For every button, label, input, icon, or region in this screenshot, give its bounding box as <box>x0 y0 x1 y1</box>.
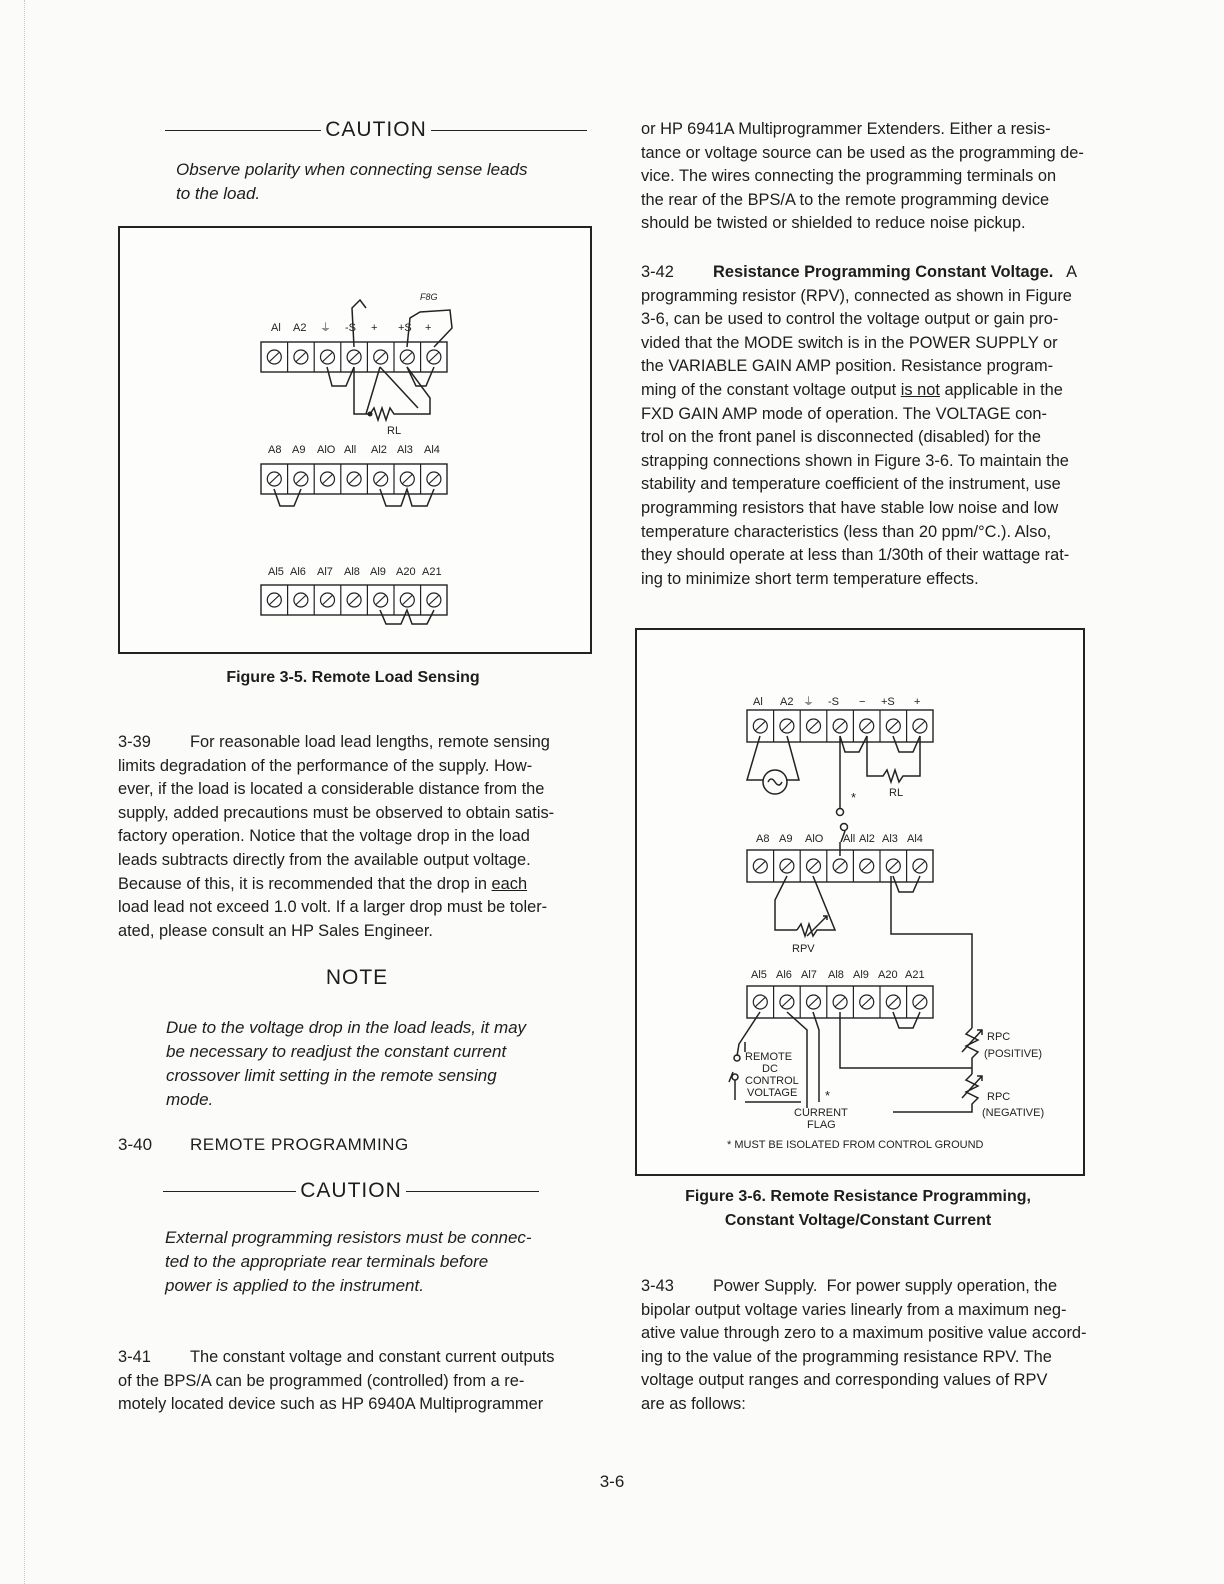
fig36-rpc-neg-resistor <box>893 1074 978 1112</box>
fig35-load-resistor <box>370 367 430 420</box>
svg-text:DC: DC <box>762 1063 778 1075</box>
svg-text:⏚: ⏚ <box>803 696 814 708</box>
caution-text-2: External programming resistors must be connec- ted to the appropriate rear terminals before power is applied to the instrument. <box>165 1228 532 1295</box>
svg-text:A2: A2 <box>780 696 794 708</box>
fig36-row3-labels <box>751 969 925 981</box>
svg-text:RPC: RPC <box>987 1091 1011 1103</box>
para-title: Resistance Programming Constant Voltage. <box>713 263 1054 281</box>
svg-text:Al3: Al3 <box>882 833 898 845</box>
figure-3-6-caption: Figure 3-6. Remote Resistance Programming, Constant Voltage/Constant Current <box>685 1188 1031 1229</box>
fig36-load-resistor <box>867 736 920 782</box>
paragraph-3-43: 3-43 Power Supply. For power supply operation, the bipolar output voltage varies linearly from a maximum neg- ative value through zero to a maximum positive value accord- ing to the value of the programming resistance RPV. The voltage output ranges and corresponding values of RPV are as follows: <box>641 1277 1087 1413</box>
figure-3-6-diagram <box>637 630 1083 1174</box>
svg-text:+: + <box>371 322 378 334</box>
svg-text:+S: +S <box>881 696 895 708</box>
svg-text:RPC: RPC <box>987 1031 1011 1043</box>
binding-margin <box>24 0 25 1584</box>
emphasis-is-not: is not <box>900 380 940 399</box>
caution-text-1: Observe polarity when connecting sense leads to the load. <box>176 160 528 203</box>
svg-text:CONTROL: CONTROL <box>745 1075 799 1087</box>
figure-3-5-caption: Figure 3-5. Remote Load Sensing <box>226 669 480 686</box>
paragraph-3-41-continued: or HP 6941A Multiprogrammer Extenders. Either a resis- tance or voltage source can be used as the programming de- vice. The wires connecting the programming terminals on the rear of the BPS/A to the remote programming device should be twisted or shielded to reduce noise pickup. <box>641 120 1084 233</box>
svg-text:Al8: Al8 <box>828 969 844 981</box>
page-number: 3-6 <box>599 1472 625 1491</box>
svg-text:Al: Al <box>753 696 763 708</box>
note-text: Due to the voltage drop in the load leads, it may be necessary to readjust the constant current crossover limit setting in the remote sensing mode. <box>166 1018 527 1109</box>
fig36-rpc-pos-resistor <box>966 1028 978 1074</box>
svg-text:AlO: AlO <box>805 833 824 845</box>
fig36-asterisk-1: * <box>851 790 857 805</box>
fig36-rl-label: RL <box>889 787 904 799</box>
fig36-sine-symbol <box>768 779 782 785</box>
svg-text:+: + <box>425 322 432 334</box>
svg-text:Al9: Al9 <box>370 566 386 578</box>
scribble-text: F8G <box>420 292 438 302</box>
figure-3-5-diagram <box>120 228 590 652</box>
svg-text:Al4: Al4 <box>424 444 440 456</box>
fig36-asterisk-2: * <box>825 1088 831 1103</box>
caution-heading-2 <box>163 1179 539 1203</box>
fig35-terminal-strip-2 <box>261 464 447 494</box>
svg-text:A21: A21 <box>422 566 442 578</box>
svg-text:Al9: Al9 <box>853 969 869 981</box>
svg-text:CURRENT: CURRENT <box>794 1107 848 1119</box>
svg-text:Al2: Al2 <box>371 444 387 456</box>
emphasis-each: each <box>491 874 528 893</box>
caution-word: CAUTION <box>300 1179 402 1202</box>
fig35-row3-labels <box>268 566 442 578</box>
svg-text:Al6: Al6 <box>290 566 306 578</box>
para-title: Power Supply. <box>713 1277 818 1295</box>
fig36-remote-terminal-2 <box>732 1074 738 1080</box>
caution-word: CAUTION <box>325 118 427 141</box>
svg-text:-S: -S <box>828 696 839 708</box>
paragraph-3-42: 3-42 Resistance Programming Constant Voltage. A programming resistor (RPV), connected as shown in Figure 3-6, can be used to control the voltage output or gain pro- vided that the MODE switch is in the POWER SUPPLY or the VARIABLE GAIN AMP position. Resistance program- ming of the constant voltage output is not applicable in the FXD GAIN AMP mode of operation. The VOLTAGE con- trol on the front panel is disconnected (disabled) for the strapping connections shown in Figure 3-6. To maintain the stability and temperature coefficient of the instrument, use programming resistors that have stable low noise and low temperature characteristics (less than 20 ppm/°C.). Also, they should operate at less than 1/30th of their wattage rat- ing to minimize short term temperature effects. <box>641 263 1078 588</box>
fig35-load-cross-1 <box>366 367 380 414</box>
section-title: REMOTE PROGRAMMING <box>190 1135 409 1154</box>
svg-text:Al5: Al5 <box>751 969 767 981</box>
fig36-flag-wire-2 <box>813 1012 819 1102</box>
fig36-footnote: * MUST BE ISOLATED FROM CONTROL GROUND <box>727 1139 984 1151</box>
svg-text:Al5: Al5 <box>268 566 284 578</box>
fig36-rpc-common-wire <box>840 1012 972 1068</box>
svg-text:FLAG: FLAG <box>807 1119 836 1131</box>
section-number: 3-40 <box>118 1135 153 1154</box>
fig36-flag-terminal-1 <box>837 809 844 816</box>
svg-text:A9: A9 <box>779 833 793 845</box>
svg-text:(NEGATIVE): (NEGATIVE) <box>982 1107 1045 1119</box>
fig35-row1-labels <box>271 321 431 334</box>
para-number: 3-41 <box>118 1348 151 1366</box>
para-number: 3-43 <box>641 1277 674 1295</box>
para-number: 3-39 <box>118 733 151 751</box>
svg-text:Al4: Al4 <box>907 833 923 845</box>
caution-heading-1 <box>165 118 587 142</box>
svg-text:Al8: Al8 <box>344 566 360 578</box>
svg-text:A8: A8 <box>268 444 282 456</box>
svg-text:A9: A9 <box>292 444 306 456</box>
svg-text:Al3: Al3 <box>397 444 413 456</box>
svg-text:VOLTAGE: VOLTAGE <box>747 1087 798 1099</box>
svg-text:Al6: Al6 <box>776 969 792 981</box>
figure-3-6 <box>635 628 1085 1176</box>
svg-text:A20: A20 <box>878 969 898 981</box>
fig36-row1-labels <box>753 695 920 708</box>
svg-text:REMOTE: REMOTE <box>745 1051 793 1063</box>
fig36-flag-terminal-2 <box>841 824 848 831</box>
fig35-junction <box>368 412 373 417</box>
svg-text:-S: -S <box>345 322 356 334</box>
svg-text:Al2: Al2 <box>859 833 875 845</box>
svg-text:+S: +S <box>398 322 412 334</box>
svg-text:Al7: Al7 <box>801 969 817 981</box>
svg-text:All: All <box>843 833 856 845</box>
fig36-rpv-wire-right <box>813 876 835 930</box>
svg-text:+: + <box>914 696 921 708</box>
svg-text:⏚: ⏚ <box>320 322 331 334</box>
note-heading: NOTE <box>325 966 389 989</box>
paragraph-3-41: 3-41 The constant voltage and constant current outputs of the BPS/A can be programmed (controlled) from a re- motely located device such as HP 6940A Multiprogrammer <box>118 1348 555 1414</box>
fig36-rpv-wire-left <box>775 876 797 930</box>
svg-text:A2: A2 <box>293 322 307 334</box>
fig36-rpc-labels <box>982 1031 1044 1119</box>
svg-text:(POSITIVE): (POSITIVE) <box>984 1048 1043 1060</box>
svg-text:Al7: Al7 <box>317 566 333 578</box>
svg-text:A20: A20 <box>396 566 416 578</box>
svg-text:Al: Al <box>271 322 281 334</box>
fig35-terminal-strip-3 <box>261 585 447 615</box>
fig36-flag-label <box>794 1107 848 1131</box>
svg-text:A21: A21 <box>905 969 925 981</box>
section-3-40-heading <box>118 1135 596 1155</box>
svg-text:A8: A8 <box>756 833 770 845</box>
svg-text:−: − <box>859 696 866 708</box>
fig35-rl-label: RL <box>387 425 402 437</box>
figure-3-5 <box>118 226 592 654</box>
svg-text:AlO: AlO <box>317 444 336 456</box>
paragraph-3-39: 3-39 For reasonable load lead lengths, remote sensing limits degradation of the performance of the supply. How- ever, if the load is located a considerable distance from the supply, added precautions must be observed to obtain satis- factory operation. Notice that the voltage drop in the load leads subtracts directly from the available output voltage. Because of this, it is recommended that the drop in each load lead not exceed 1.0 volt. If a larger drop must be toler- ated, please consult an HP Sales Engineer. <box>118 733 555 940</box>
fig35-row2-labels <box>268 444 440 456</box>
svg-text:All: All <box>344 444 357 456</box>
fig36-remote-label <box>745 1051 799 1099</box>
para-number: 3-42 <box>641 263 674 281</box>
fig36-remote-wire-bottom <box>729 1072 735 1100</box>
fig36-rpv-label: RPV <box>792 943 815 955</box>
